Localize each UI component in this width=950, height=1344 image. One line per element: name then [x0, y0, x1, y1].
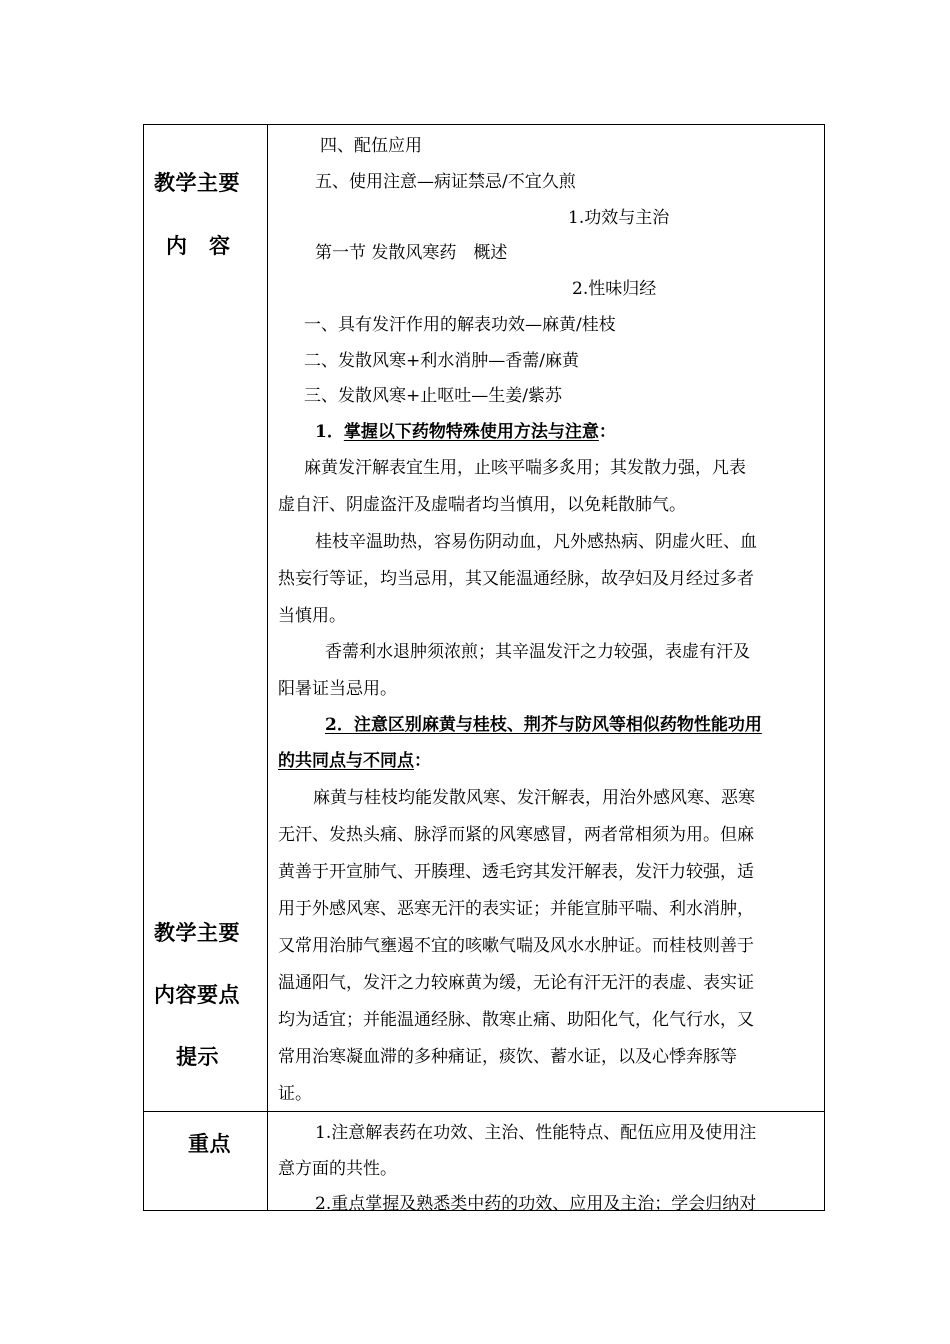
paragraph-line: 无汗、发热头痛、脉浮而紧的风寒感冒，两者常相须为用。但麻	[278, 825, 754, 845]
emphasis-line: 意方面的共性。	[278, 1159, 397, 1179]
paragraph-line: 常用治寒凝血滞的多种痛证，痰饮、蓄水证，以及心悸奔豚等	[278, 1047, 737, 1067]
section1-heading: 1．掌握以下药物特殊使用方法与注意：	[315, 422, 616, 442]
paragraph-line: 温通阳气，发汗之力较麻黄为缓，无论有汗无汗的表虚、表实证	[278, 973, 754, 993]
emphasis-line: 1.注意解表药在功效、主治、性能特点、配伍应用及使用注	[315, 1123, 757, 1143]
label-key-points-line2: 内容要点	[154, 982, 240, 1007]
section2-heading-line2: 的共同点与不同点：	[278, 751, 431, 771]
paragraph-line: 阳暑证当忌用。	[278, 679, 397, 699]
outline-line: 一、具有发汗作用的解表功效—麻黄/桂枝	[304, 315, 616, 335]
label-emphasis: 重点	[188, 1131, 231, 1156]
paragraph-line: 麻黄发汗解表宜生用，止咳平喘多炙用；其发散力强，凡表	[304, 458, 746, 478]
paragraph-line: 又常用治肺气壅遏不宜的咳嗽气喘及风水水肿证。而桂枝则善于	[278, 936, 754, 956]
paragraph-line: 均为适宜；并能温通经脉、散寒止痛、助阳化气，化气行水，又	[278, 1010, 754, 1030]
outline-line: 四、配伍应用	[320, 136, 422, 156]
outline-line: 第一节 发散风寒药 概述	[315, 243, 508, 263]
paragraph-line: 黄善于开宣肺气、开腠理、透毛窍其发汗解表，发汗力较强，适	[278, 862, 754, 882]
outline-line: 三、发散风寒+止呕吐—生姜/紫苏	[304, 386, 562, 406]
label-main-content-line2: 内 容	[166, 233, 231, 258]
section2-heading-line1: 2．注意区别麻黄与桂枝、荆芥与防风等相似药物性能功用	[325, 715, 762, 735]
label-key-points-line3: 提示	[176, 1044, 219, 1069]
paragraph-line: 热妄行等证，均当忌用，其又能温通经脉，故孕妇及月经过多者	[278, 569, 754, 589]
paragraph-line: 麻黄与桂枝均能发散风寒、发汗解表，用治外感风寒、恶寒	[313, 788, 755, 808]
label-main-content-line1: 教学主要	[154, 170, 240, 195]
lesson-table	[143, 124, 825, 1214]
paragraph-line: 桂枝辛温助热，容易伤阴动血，凡外感热病、阴虚火旺、血	[315, 532, 757, 552]
outline-line: 五、使用注意—病证禁忌/不宜久煎	[315, 172, 576, 192]
outline-line: 二、发散风寒+利水消肿—香薷/麻黄	[304, 351, 579, 371]
paragraph-line: 用于外感风寒、恶寒无汗的表实证；并能宣肺平喘、利水消肿，	[278, 899, 754, 919]
outline-line: 1.功效与主治	[568, 208, 670, 228]
paragraph-line: 虚自汗、阴虚盗汗及虚喘者均当慎用，以免耗散肺气。	[278, 495, 686, 515]
emphasis-line: 2.重点掌握及熟悉类中药的功效、应用及主治；学会归纳对	[315, 1194, 757, 1214]
column-divider	[267, 125, 268, 1210]
paragraph-line: 当慎用。	[278, 606, 346, 626]
outline-line: 2.性味归经	[572, 279, 657, 299]
paragraph-line: 证。	[278, 1084, 312, 1104]
row-divider	[144, 1111, 824, 1112]
paragraph-line: 香薷利水退肿须浓煎；其辛温发汗之力较强，表虚有汗及	[325, 642, 750, 662]
label-key-points-line1: 教学主要	[154, 920, 240, 945]
